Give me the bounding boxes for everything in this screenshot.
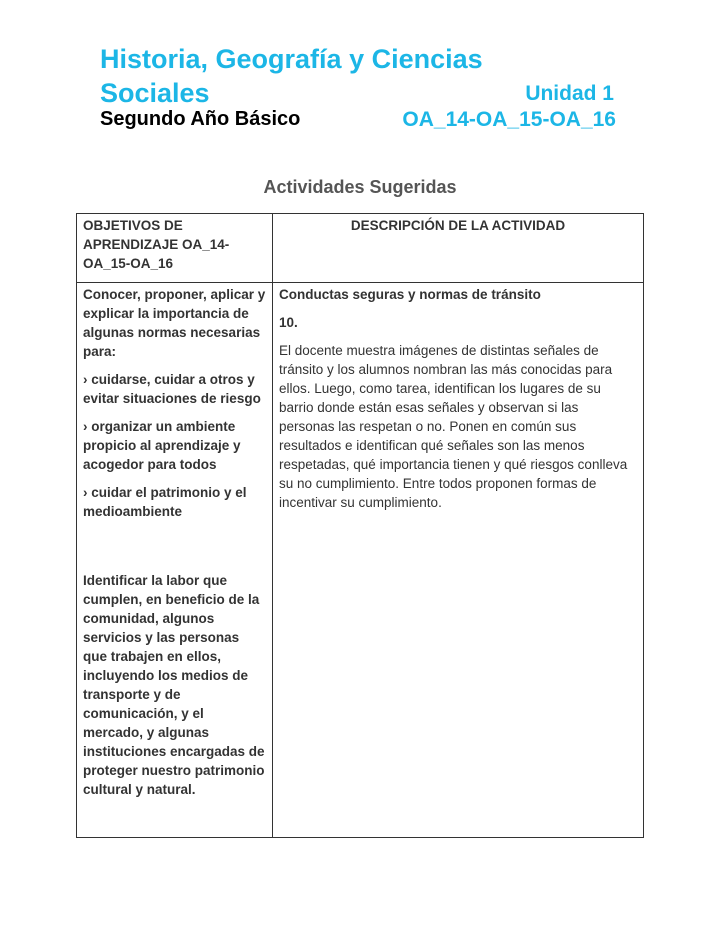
objectives-cell: [77, 283, 273, 838]
objective-text: Conocer, proponer, aplicar y explicar la importancia de algunas normas necesarias para:: [83, 287, 266, 359]
activity-text: El docente muestra imágenes de distintas señales de tránsito y los alumnos nombran las más conocidas para ellos. Luego, como tarea, identifican los lugares de su barrio donde están esas señales y observan si las personas las respetan o no. Ponen en común sus resultados e identifican qué señales son las menos respetadas, qué importancia tienen y qué riesgos conlleva su no cumplimiento. Entre todos proponen formas de incentivar su cumplimiento.: [279, 343, 628, 510]
oa-codes: OA_14-OA_15-OA_16: [402, 108, 616, 131]
section-title: Actividades Sugeridas: [263, 177, 457, 197]
objective-bullet: › cuidarse, cuidar a otros y evitar situaciones de riesgo: [83, 372, 261, 406]
objective-text: Identificar la labor que cumplen, en beneficio de la comunidad, algunos servicios y las personas que trabajen en ellos, incluyendo los medios de transporte y de comunicación, y el mercado, y algunas instituciones encargadas de proteger nuestro patrimonio cultural y natural.: [83, 573, 265, 797]
description-cell: [273, 283, 644, 838]
table-header-row: [77, 214, 644, 283]
description-header: DESCRIPCIÓN DE LA ACTIVIDAD: [273, 214, 644, 283]
table-row: [77, 283, 644, 838]
objective-bullet: › cuidar el patrimonio y el medioambiente: [83, 485, 247, 519]
unit-label: Unidad 1: [525, 82, 614, 105]
objectives-header: OBJETIVOS DE APRENDIZAJE OA_14-OA_15-OA_16: [77, 214, 273, 283]
activity-number: 10.: [279, 315, 298, 330]
grade-label: Segundo Año Básico: [100, 108, 301, 130]
activity-title: Conductas seguras y normas de tránsito: [279, 287, 541, 302]
objective-bullet: › organizar un ambiente propicio al aprendizaje y acogedor para todos: [83, 419, 241, 472]
activities-table: [76, 213, 644, 838]
subject-title: Historia, Geografía y Ciencias Sociales: [100, 44, 483, 108]
